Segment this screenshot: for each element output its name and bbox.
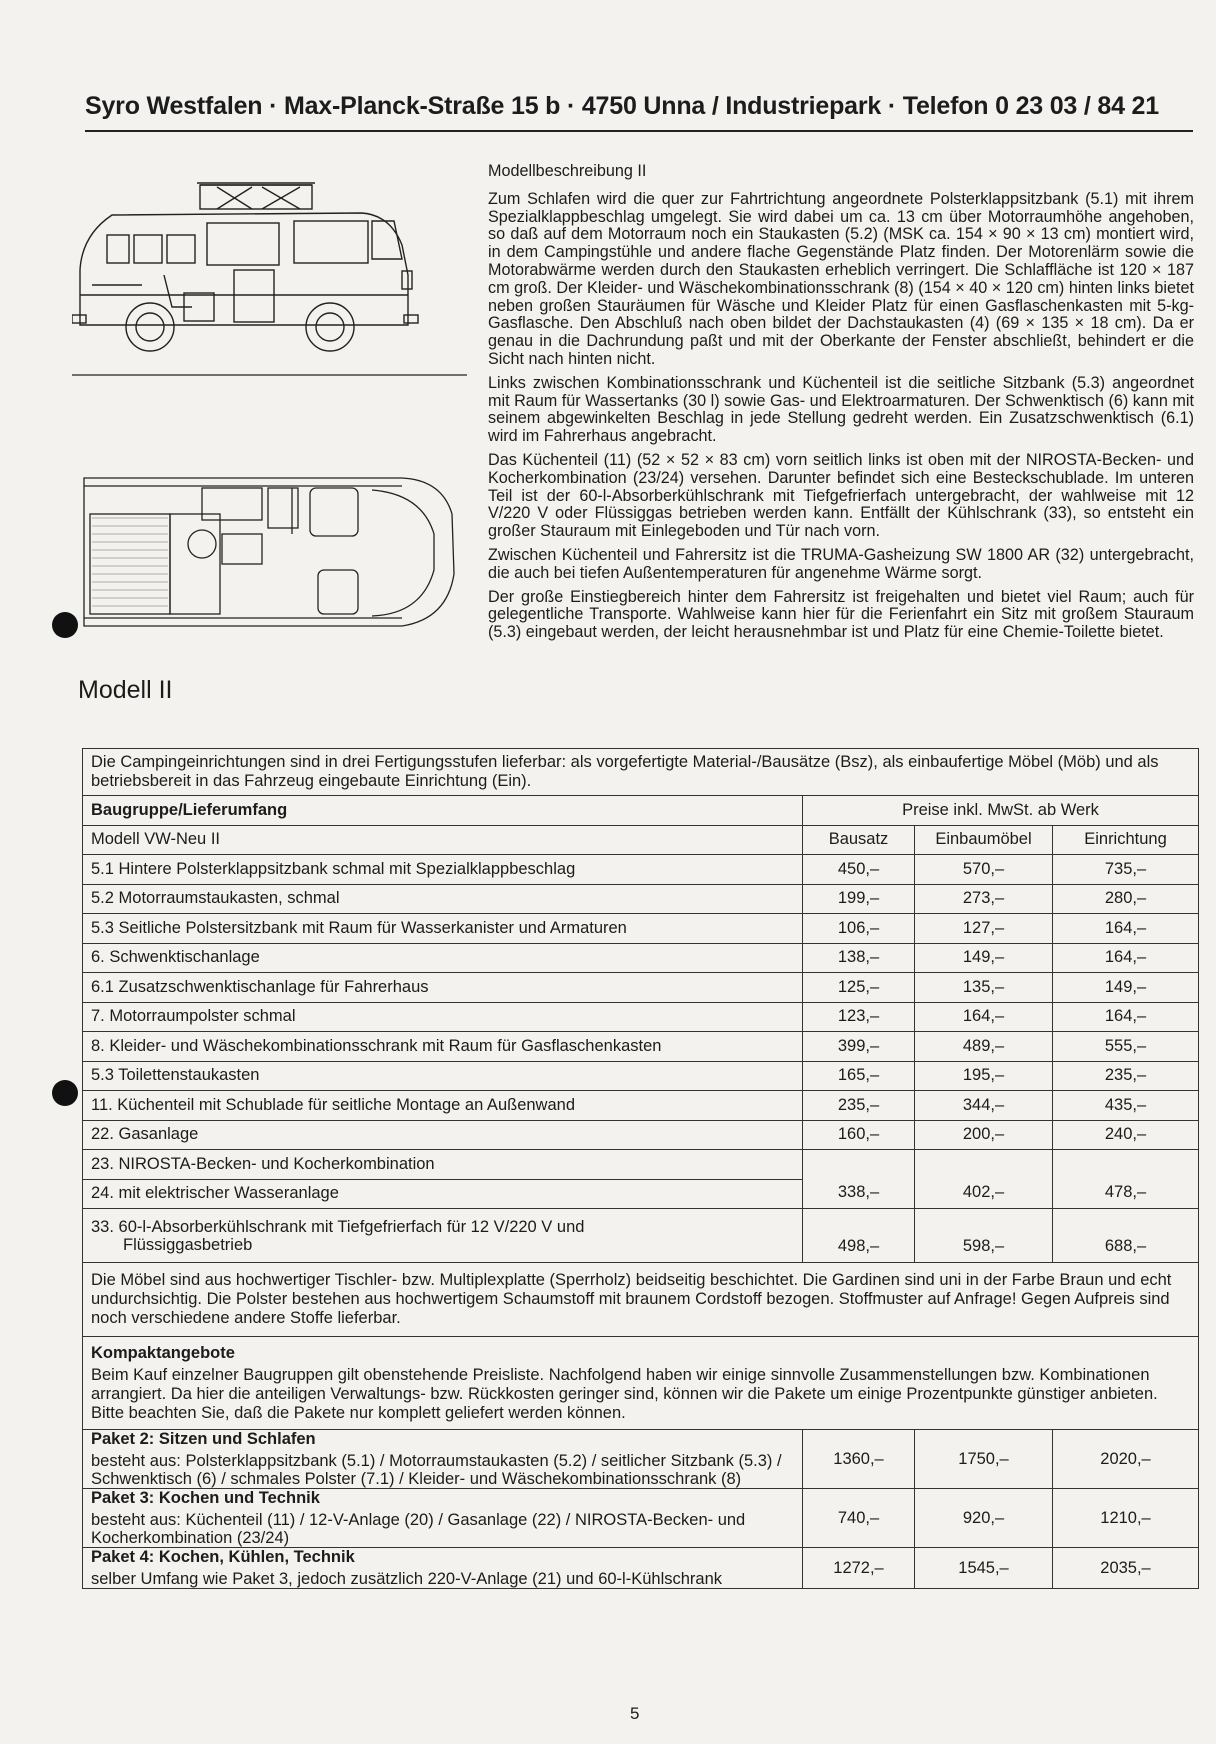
price-bausatz: 138,– [803,943,915,973]
item-label: 5.1 Hintere Polsterklappsitzbank schmal mit Spezialklappbeschlag [83,855,803,885]
table-row [83,914,1199,944]
item-label: 5.3 Seitliche Polstersitzbank mit Raum für Wasserkanister und Armaturen [83,914,803,944]
price-einbaumoebel: 402,– [915,1150,1053,1209]
compact-offers-title: Kompaktangebote [91,1343,235,1362]
model-title: Modell II [78,676,173,704]
price-einbaumoebel: 489,– [915,1032,1053,1062]
price-bausatz: 160,– [803,1120,915,1150]
table-row [83,1150,1199,1180]
package-price-einrichtung: 2035,– [1053,1548,1199,1589]
price-einrichtung: 235,– [1053,1061,1199,1091]
price-einbaumoebel: 273,– [915,884,1053,914]
package-description: besteht aus: Küchenteil (11) / 12-V-Anlage (20) / Gasanlage (22) / NIROSTA-Becken- und Kocherkombination (23/24) [91,1511,746,1547]
price-bausatz: 165,– [803,1061,915,1091]
price-bausatz: 399,– [803,1032,915,1062]
materials-notes: Die Möbel sind aus hochwertiger Tischler- bzw. Multiplexplatte (Sperrholz) beidseitig beschichtet. Die Gardinen sind uni in der Farbe Braun und echt undurchsichtig. Die Polster bestehen aus hochwertigem Schaumstoff mit braunem Cordstoff bezogen. Stoffmuster auf Anfrage! Gegen Aufpreis sind noch verschiedene andere Stoffe lieferbar. [83,1263,1199,1337]
price-einbaumoebel: 570,– [915,855,1053,885]
package-price-einbaumoebel: 1750,– [915,1430,1053,1489]
price-bausatz: 235,– [803,1091,915,1121]
item-label: 7. Motorraumpolster schmal [83,1002,803,1032]
van-floor-plan-drawing [82,474,458,632]
item-label-line: 33. 60-l-Absorberkühlschrank mit Tiefgefrierfach für 12 V/220 V und [91,1217,585,1236]
table-row [83,1002,1199,1032]
price-bausatz: 338,– [803,1150,915,1209]
price-bausatz: 450,– [803,855,915,885]
compact-offers [83,1337,1199,1430]
description-paragraph: Der große Einstiegbereich hinter dem Fahrersitz ist freigehalten und bietet viel Raum; auch für gelegentliche Transporte. Wahlweise kann hier für die Ferienfahrt ein Sitz mit großem Stauraum (5.3) eingebaut werden, der leicht herausnehmbar ist und Platz für eine Chemie-Toilette bietet. [488,587,1194,642]
description-heading: Modellbeschreibung II [488,162,647,180]
model-description [488,163,1194,648]
punch-hole-bottom [52,1080,78,1106]
table-intro: Die Campingeinrichtungen sind in drei Fertigungsstufen lieferbar: als vorgefertigte Material-/Bausätze (Bsz), als einbaufertige Möbel (Möb) und als betriebsbereit in das Fahrzeug eingebaute Einrichtung (Ein). [83,749,1199,796]
table-row [83,1120,1199,1150]
item-label: 6. Schwenktischanlage [83,943,803,973]
price-einrichtung: 735,– [1053,855,1199,885]
price-einrichtung: 164,– [1053,1002,1199,1032]
price-bausatz: 123,– [803,1002,915,1032]
item-label: 22. Gasanlage [83,1120,803,1150]
price-einrichtung: 688,– [1053,1209,1199,1263]
header-rule [85,130,1193,132]
description-paragraph: Links zwischen Kombinationsschrank und Küchenteil ist die seitliche Sitzbank (5.3) angeordnet mit Raum für Wassertanks (30 l) sowie Gas- und Elektroarmaturen. Der Schwenktisch (6) kann mit seinem abgewinkelten Beschlag in jede Stellung gedreht werden. Ein Zusatzschwenktisch (6.1) wird im Fahrerhaus angebracht. [488,373,1194,446]
package-title: Paket 2: Sitzen und Schlafen [91,1430,316,1448]
item-label [83,1209,803,1263]
item-label: 5.2 Motorraumstaukasten, schmal [83,884,803,914]
price-einbaumoebel: 344,– [915,1091,1053,1121]
price-einrichtung: 435,– [1053,1091,1199,1121]
package-price-bausatz: 740,– [803,1489,915,1548]
package-title: Paket 4: Kochen, Kühlen, Technik [91,1548,355,1566]
item-label: 11. Küchenteil mit Schublade für seitliche Montage an Außenwand [83,1091,803,1121]
price-bausatz: 125,– [803,973,915,1003]
column-header-bausatz: Bausatz [803,825,915,855]
description-paragraph: Zum Schlafen wird die quer zur Fahrtrichtung angeordnete Polsterklappsitzbank (5.1) mit ihrem Spezialklappbeschlag umgelegt. Sie wird dabei um ca. 13 cm über Motorraumhöhe angehoben, so daß auf dem Motorraum noch ein Staukasten (5.2) (MSK ca. 154 × 90 × 13 cm) montiert wird, in dem Campingstühle und andere flache Gegenstände Platz finden. Der Motorenlärm sowie die Motorabwärme werden durch den Staukasten erheblich verringert. Die Schlaffläche ist 120 × 187 cm groß. Der Kleider- und Wäschekombinationsschrank (8) (154 × 40 × 120 cm) hinten links bietet neben großen Stauräumen für Wäsche und Kleider Platz für einen Gasflaschenkasten mit 5-kg-Gasflasche. Den Abschluß nach oben bildet der Dachstaukasten (4) (69 × 135 × 18 cm). Da er genau in die Dachrundung paßt und mit der Oberkante der Fenster abschließt, behindert er die Sicht nach hinten nicht. [488,189,1194,368]
package-price-einbaumoebel: 1545,– [915,1548,1053,1589]
price-einbaumoebel: 200,– [915,1120,1053,1150]
price-einbaumoebel: 149,– [915,943,1053,973]
table-row [83,884,1199,914]
package-price-einbaumoebel: 920,– [915,1489,1053,1548]
price-einrichtung: 478,– [1053,1150,1199,1209]
page-number: 5 [630,1704,640,1723]
package-row [83,1548,1199,1589]
table-row [83,1091,1199,1121]
table-row [83,1209,1199,1263]
package-row [83,1430,1199,1489]
price-einrichtung: 164,– [1053,914,1199,944]
punch-hole-top [52,612,78,638]
package-description: selber Umfang wie Paket 3, jedoch zusätzlich 220-V-Anlage (21) und 60-l-Kühlschrank [91,1570,723,1588]
price-einbaumoebel: 164,– [915,1002,1053,1032]
column-header-einrichtung: Einrichtung [1053,825,1199,855]
page-header: Syro Westfalen · Max-Planck-Straße 15 b · 4750 Unna / Industriepark · Telefon 0 23 03 / 84 21 [85,92,1159,120]
price-einrichtung: 555,– [1053,1032,1199,1062]
package-price-einrichtung: 2020,– [1053,1430,1199,1489]
price-bausatz: 106,– [803,914,915,944]
compact-offers-text: Beim Kauf einzelner Baugruppen gilt obenstehende Preisliste. Nachfolgend haben wir einige sinnvolle Zusammenstellungen bzw. Kombinationen arrangiert. Da hier die anteiligen Verwaltungs- bzw. Rückkosten geringer sind, können wir die Pakete um einige Prozentpunkte günstiger anbieten. Bitte beachten Sie, daß die Pakete nur komplett geliefert werden können. [91,1365,1158,1422]
package-price-einrichtung: 1210,– [1053,1489,1199,1548]
price-einrichtung: 280,– [1053,884,1199,914]
price-table [82,748,1199,1589]
price-einbaumoebel: 195,– [915,1061,1053,1091]
price-bausatz: 498,– [803,1209,915,1263]
price-bausatz: 199,– [803,884,915,914]
item-label: 8. Kleider- und Wäschekombinationsschrank mit Raum für Gasflaschenkasten [83,1032,803,1062]
description-paragraph: Das Küchenteil (11) (52 × 52 × 83 cm) vorn seitlich links ist oben mit der NIROSTA-Becken- und Kocherkombination (23/24) versehen. Darunter befindet sich eine Besteckschublade. Im unteren Teil ist der 60-l-Absorberkühlschrank mit Tiefgefrierfach untergebracht, der wahlweise mit 12 V/220 V oder Flüssiggas betrieben werden kann. Entfällt der Kühlschrank (33), so entsteht ein großer Stauraum mit Einlegeboden und Tür nach vorn. [488,450,1194,541]
item-label-line: Flüssiggasbetrieb [123,1235,253,1254]
group-header: Baugruppe/Lieferumfang [83,796,803,826]
item-label: 24. mit elektrischer Wasseranlage [83,1179,803,1209]
package-price-bausatz: 1272,– [803,1548,915,1589]
package-price-bausatz: 1360,– [803,1430,915,1489]
table-row [83,855,1199,885]
price-einbaumoebel: 598,– [915,1209,1053,1263]
table-row [83,943,1199,973]
package-row [83,1489,1199,1548]
table-row [83,1061,1199,1091]
table-row [83,1032,1199,1062]
price-einbaumoebel: 135,– [915,973,1053,1003]
price-einrichtung: 240,– [1053,1120,1199,1150]
table-row [83,973,1199,1003]
package-description: besteht aus: Polsterklappsitzbank (5.1) / Motorraumstaukasten (5.2) / seitlicher Sitzbank (5.3) / Schwenktisch (6) / schmales Polster (7.1) / Kleider- und Wäschekombinationsschrank (8) [91,1452,782,1488]
model-label: Modell VW-Neu II [83,825,803,855]
price-einbaumoebel: 127,– [915,914,1053,944]
item-label: 23. NIROSTA-Becken- und Kocherkombination [83,1150,803,1180]
price-header: Preise inkl. MwSt. ab Werk [803,796,1199,826]
description-paragraph: Zwischen Küchenteil und Fahrersitz ist die TRUMA-Gasheizung SW 1800 AR (32) untergebracht, die auch bei tiefen Außentemperaturen für angenehme Wärme sorgt. [488,545,1194,582]
item-label: 6.1 Zusatzschwenktischanlage für Fahrerhaus [83,973,803,1003]
price-einrichtung: 164,– [1053,943,1199,973]
column-header-einbaumoebel: Einbaumöbel [915,825,1053,855]
price-einrichtung: 149,– [1053,973,1199,1003]
item-label: 5.3 Toilettenstaukasten [83,1061,803,1091]
van-side-view-drawing [72,175,467,390]
package-title: Paket 3: Kochen und Technik [91,1489,320,1507]
